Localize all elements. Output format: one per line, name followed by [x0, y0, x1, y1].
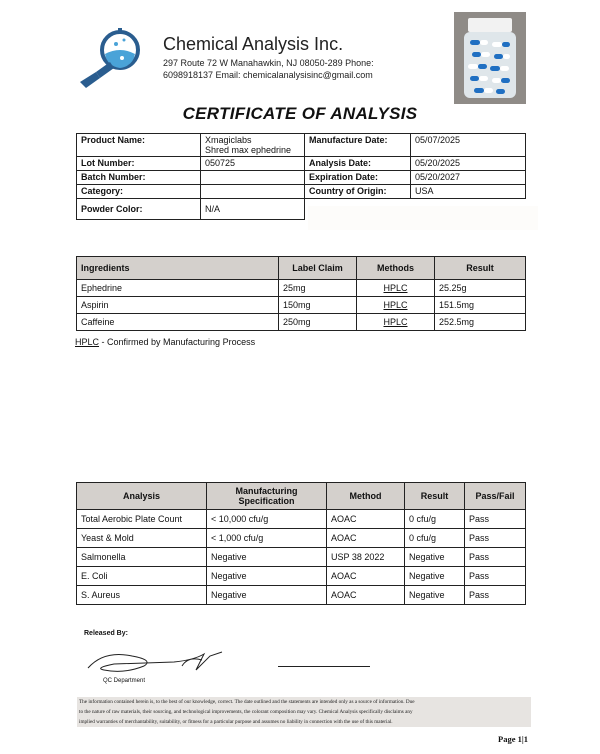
- signature-icon: [84, 644, 234, 680]
- disclaimer-line: to the nature of raw materials, their sourcing, and technological improvements, the colorant composition may vary. Chemical Analysis specifically disclaims any: [79, 709, 413, 715]
- product-name-line-2: Shred max ephedrine: [205, 145, 292, 155]
- disclaimer-text: [77, 697, 531, 727]
- ingredient-result: 151.5mg: [435, 297, 526, 314]
- disclaimer-line: implied warranties of merchantability, suitability, or fitness for a particular purpose and assumes no liability in connection with the use of this material.: [79, 719, 393, 725]
- analysis-spec: < 10,000 cfu/g: [207, 510, 327, 529]
- header-spec: Manufacturing Specification: [207, 483, 327, 510]
- analysis-pass: Pass: [465, 510, 526, 529]
- batch-number-label: Batch Number:: [77, 171, 201, 185]
- table-row: [77, 567, 526, 586]
- analysis-date-value: 05/20/2025: [411, 157, 526, 171]
- ingredient-method: HPLC: [357, 314, 435, 331]
- header-pass-fail: Pass/Fail: [465, 483, 526, 510]
- manufacture-date-value: 05/07/2025: [411, 134, 526, 157]
- analysis-result: Negative: [405, 586, 465, 605]
- ingredient-name: Aspirin: [77, 297, 279, 314]
- powder-color-label: Powder Color:: [77, 199, 201, 220]
- released-by-label: Released By:: [84, 630, 128, 637]
- analysis-pass: Pass: [465, 567, 526, 586]
- header-ingredients: Ingredients: [77, 257, 279, 280]
- ingredient-name: Ephedrine: [77, 280, 279, 297]
- ingredient-claim: 150mg: [279, 297, 357, 314]
- faded-area: [308, 206, 538, 230]
- analysis-spec: Negative: [207, 586, 327, 605]
- ingredient-claim: 250mg: [279, 314, 357, 331]
- table-header-row: [77, 483, 526, 510]
- table-row: [77, 134, 526, 157]
- lot-number-value: 050725: [201, 157, 305, 171]
- analysis-method: AOAC: [327, 567, 405, 586]
- analysis-name: Total Aerobic Plate Count: [77, 510, 207, 529]
- microbial-table: [76, 482, 526, 605]
- table-row: [77, 157, 526, 171]
- analysis-result: 0 cfu/g: [405, 529, 465, 548]
- manufacture-date-label: Manufacture Date:: [305, 134, 411, 157]
- table-row: [77, 297, 526, 314]
- analysis-pass: Pass: [465, 548, 526, 567]
- country-label: Country of Origin:: [305, 185, 411, 199]
- disclaimer-line: The information contained herein is, to the best of our knowledge, correct. The date outlined and the statements are intended only as a source of information. Due: [79, 699, 415, 705]
- header-label-claim: Label Claim: [279, 257, 357, 280]
- product-name-line-1: Xmagiclabs: [205, 135, 252, 145]
- table-row: [77, 548, 526, 567]
- ingredient-claim: 25mg: [279, 280, 357, 297]
- contact-line: 6098918137 Email: chemicalanalysisinc@gmail.com: [163, 70, 373, 80]
- table-row: [77, 510, 526, 529]
- company-name: Chemical Analysis Inc.: [163, 34, 344, 54]
- expiration-date-label: Expiration Date:: [305, 171, 411, 185]
- product-name-value: [201, 134, 305, 157]
- analysis-result: Negative: [405, 567, 465, 586]
- flask-logo-icon: [76, 26, 148, 92]
- expiration-date-value: 05/20/2027: [411, 171, 526, 185]
- analysis-date-label: Analysis Date:: [305, 157, 411, 171]
- certificate-title: CERTIFICATE OF ANALYSIS: [182, 104, 418, 123]
- powder-color-value: N/A: [201, 199, 305, 220]
- table-row: [77, 171, 526, 185]
- ingredient-name: Caffeine: [77, 314, 279, 331]
- lot-number-label: Lot Number:: [77, 157, 201, 171]
- category-label: Category:: [77, 185, 201, 199]
- analysis-method: AOAC: [327, 529, 405, 548]
- analysis-result: 0 cfu/g: [405, 510, 465, 529]
- hplc-note: [75, 337, 255, 347]
- ingredient-method: HPLC: [357, 297, 435, 314]
- product-name-label: Product Name:: [77, 134, 201, 157]
- country-value: USA: [411, 185, 526, 199]
- analysis-pass: Pass: [465, 586, 526, 605]
- header-result: Result: [405, 483, 465, 510]
- table-header-row: [77, 257, 526, 280]
- ingredients-table: [76, 256, 526, 331]
- table-row: [77, 185, 526, 199]
- analysis-pass: Pass: [465, 529, 526, 548]
- analysis-name: Salmonella: [77, 548, 207, 567]
- header-methods: Methods: [357, 257, 435, 280]
- table-row: [77, 586, 526, 605]
- table-row: [77, 280, 526, 297]
- analysis-method: AOAC: [327, 510, 405, 529]
- batch-number-value: [201, 171, 305, 185]
- ingredient-method: HPLC: [357, 280, 435, 297]
- capsule-bottle-photo: [454, 12, 526, 104]
- analysis-spec: < 1,000 cfu/g: [207, 529, 327, 548]
- qc-department-label: QC Department: [103, 678, 146, 684]
- signature-line: [278, 666, 370, 667]
- analysis-name: S. Aureus: [77, 586, 207, 605]
- header-method: Method: [327, 483, 405, 510]
- header-result: Result: [435, 257, 526, 280]
- company-address: [163, 57, 374, 81]
- hplc-note-text: - Confirmed by Manufacturing Process: [99, 337, 256, 347]
- analysis-method: AOAC: [327, 586, 405, 605]
- analysis-spec: Negative: [207, 548, 327, 567]
- header-analysis: Analysis: [77, 483, 207, 510]
- analysis-name: E. Coli: [77, 567, 207, 586]
- table-row: [77, 314, 526, 331]
- analysis-result: Negative: [405, 548, 465, 567]
- ingredient-result: 252.5mg: [435, 314, 526, 331]
- analysis-method: USP 38 2022: [327, 548, 405, 567]
- analysis-name: Yeast & Mold: [77, 529, 207, 548]
- hplc-abbr: HPLC: [75, 337, 100, 347]
- category-value: [201, 185, 305, 199]
- analysis-spec: Negative: [207, 567, 327, 586]
- table-row: [77, 529, 526, 548]
- page-number: Page 1|1: [498, 734, 528, 744]
- address-line: 297 Route 72 W Manahawkin, NJ 08050-289 Phone:: [163, 58, 374, 68]
- ingredient-result: 25.25g: [435, 280, 526, 297]
